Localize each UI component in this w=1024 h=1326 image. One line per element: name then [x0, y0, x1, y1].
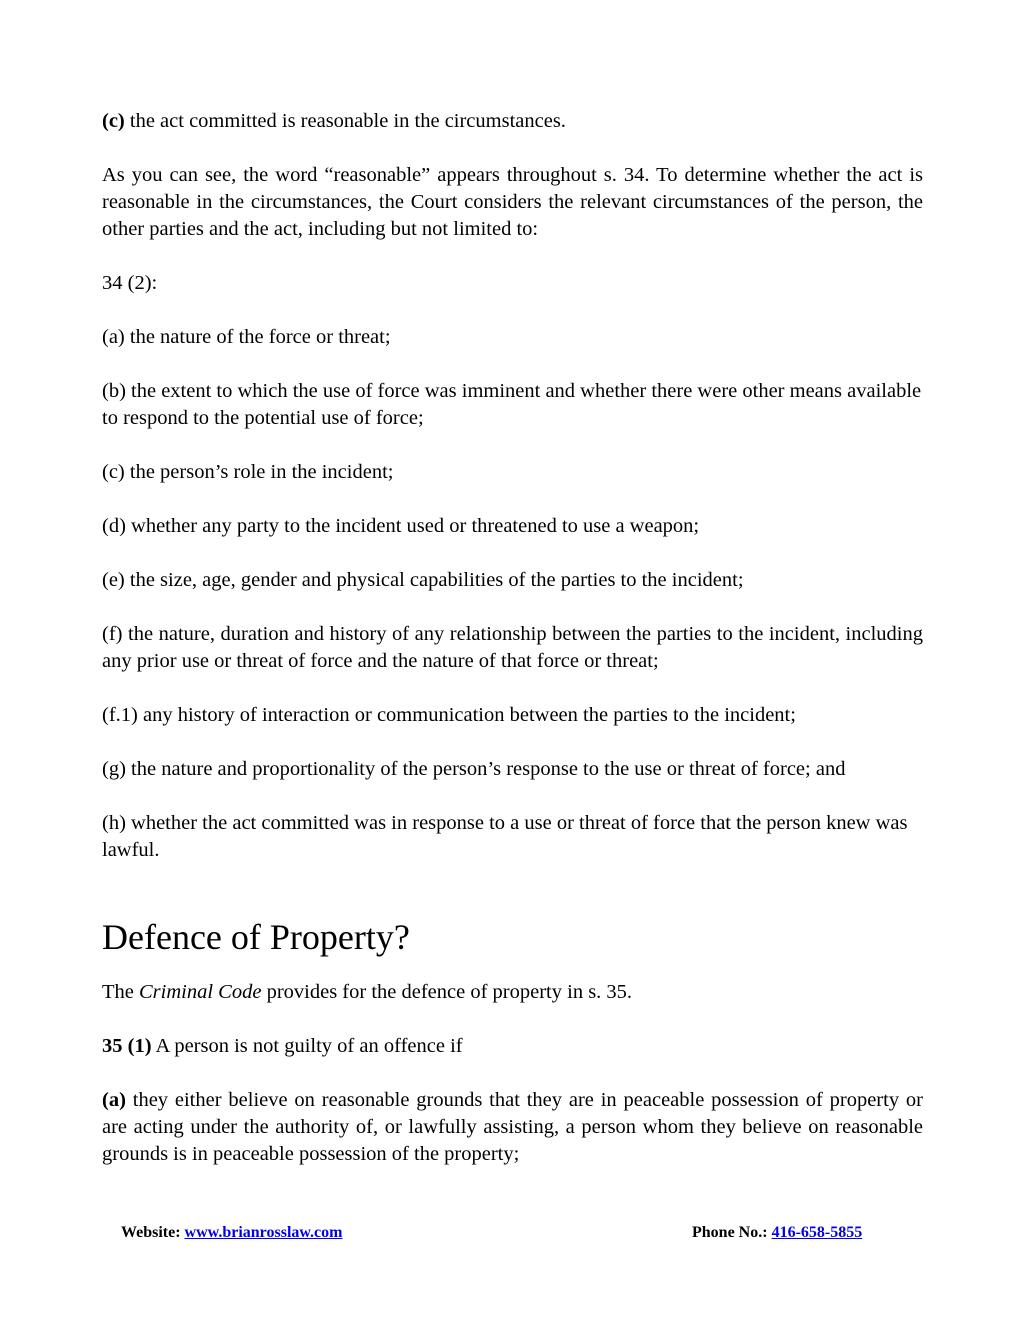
- phone-link[interactable]: 416-658-5855: [771, 1224, 863, 1241]
- footer-website: [121, 1224, 342, 1242]
- section-34-text: [102, 108, 923, 864]
- section-heading: Defence of Property?: [102, 917, 410, 957]
- section-35-1-text: A person is not guilty of an offence if: [151, 1035, 463, 1057]
- list-item-f1: (f.1) any history of interaction or communication between the parties to the incident;: [102, 704, 796, 726]
- clause-c-text: the act committed is reasonable in the circumstances.: [124, 110, 566, 132]
- criminal-code-title: Criminal Code: [139, 981, 262, 1003]
- section-35-a-text: they either believe on reasonable grounds that they are in peaceable possession of property or are acting under the authority of, or lawfully assisting, a person whom they believe on reasonable grounds is in peaceable possession of the property;: [102, 1089, 923, 1165]
- list-item-f: (f) the nature, duration and history of any relationship between the parties to the incident, including any prior use or threat of force and the nature of that force or threat;: [102, 623, 923, 672]
- list-item-c: (c) the person’s role in the incident;: [102, 461, 394, 483]
- phone-label: Phone No.:: [692, 1224, 772, 1241]
- list-item-a: (a) the nature of the force or threat;: [102, 326, 391, 348]
- list-item-e: (e) the size, age, gender and physical capabilities of the parties to the incident;: [102, 569, 744, 591]
- subsection-heading: 34 (2):: [102, 272, 158, 294]
- list-item-g: (g) the nature and proportionality of the person’s response to the use or threat of force; and: [102, 758, 846, 780]
- section-35-1-label: 35 (1): [102, 1035, 152, 1057]
- website-link[interactable]: www.brianrosslaw.com: [184, 1224, 343, 1241]
- section-35-a-label: (a): [102, 1089, 126, 1111]
- website-label: Website:: [121, 1224, 185, 1241]
- clause-c-label: (c): [102, 110, 125, 132]
- clause-c: [102, 108, 923, 135]
- section-35-a: [102, 1087, 923, 1168]
- footer-phone: [692, 1224, 862, 1242]
- list-item-h: (h) whether the act committed was in response to a use or threat of force that the person knew was lawful.: [102, 812, 908, 861]
- property-intro-post: provides for the defence of property in s. 35.: [261, 981, 633, 1003]
- section-35-1: [102, 1033, 923, 1060]
- property-intro-pre: The: [102, 981, 139, 1003]
- list-item-b: (b) the extent to which the use of force was imminent and whether there were other means available to respond to the potential use of force;: [102, 380, 922, 429]
- reasonable-intro-paragraph: As you can see, the word “reasonable” appears throughout s. 34. To determine whether the act is reasonable in the circumstances, the Court considers the relevant circumstances of the person, the other parties and the act, including but not limited to:: [102, 164, 923, 240]
- page-footer: [0, 1224, 1024, 1248]
- section-35-text: [102, 979, 923, 1168]
- list-item-d: (d) whether any party to the incident used or threatened to use a weapon;: [102, 515, 700, 537]
- property-intro: [102, 979, 923, 1006]
